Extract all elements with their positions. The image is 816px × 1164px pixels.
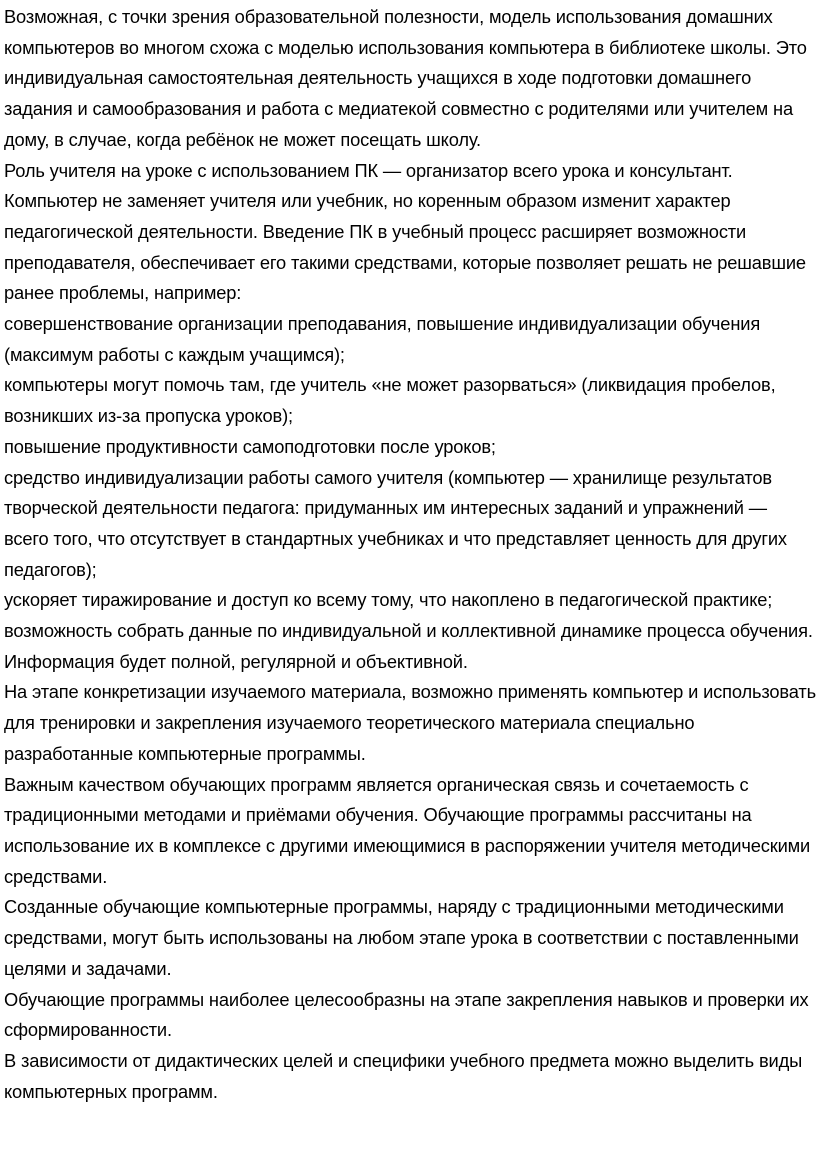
paragraph-concretization: На этапе конкретизации изучаемого материала, возможно применять компьютер и использовать для тренировки и закрепления изучаемого теоретического материала специально разработанные компьютерные программы.	[4, 681, 816, 764]
paragraph-program-types: В зависимости от дидактических целей и специфики учебного предмета можно выделить виды компьютерных программ.	[4, 1049, 803, 1102]
paragraph-consolidation: Обучающие программы наиболее целесообразны на этапе закрепления навыков и проверки их сформированности.	[4, 988, 809, 1041]
list-item-self-study: повышение продуктивности самоподготовки после уроков;	[4, 435, 496, 457]
list-item-replication: ускоряет тиражирование и доступ ко всему тому, что накоплено в педагогической практике;	[4, 589, 773, 611]
list-item-organization: совершенствование организации преподавания, повышение индивидуализации обучения (максимум работы с каждым учащимся);	[4, 313, 761, 365]
list-item-teacher-storage: средство индивидуализации работы самого учителя (компьютер — хранилище результатов творческой деятельности педагога: придуманных им интересных заданий и упражнений — всего того, что отсутствует в стандартных учебниках и что представляет ценность для других педагогов);	[4, 466, 787, 580]
paragraph-teacher-role: Роль учителя на уроке с использованием ПК — организатор всего урока и консультант. Компьютер не заменяет учителя или учебник, но коренным образом изменит характер педагогической деятельности. Введение ПК в учебный процесс расширяет возможности преподавателя, обеспечивает его такими средствами, которые позволяет решать не решавшие ранее проблемы, например:	[4, 159, 806, 304]
paragraph-created-programs: Созданные обучающие компьютерные программы, наряду с традиционными методическими средствами, могут быть использованы на любом этапе урока в соответствии с поставленными целями и задачами.	[4, 896, 799, 979]
list-item-gaps: компьютеры могут помочь там, где учитель «не может разорваться» (ликвидация пробелов, возникших из-за пропуска уроков);	[4, 374, 776, 427]
paragraph-quality: Важным качеством обучающих программ является органическая связь и сочетаемость с традиционными методами и приёмами обучения. Обучающие программы рассчитаны на использование их в комплексе с другими имеющимися в распоряжении учителя методическими средствами.	[4, 773, 811, 887]
list-item-data-collection: возможность собрать данные по индивидуальной и коллективной динамике процесса обучения. Информация будет полной, регулярной и объективной.	[4, 620, 813, 672]
paragraph-home-computers: Возможная, с точки зрения образовательной полезности, модель использования домашних компьютеров во многом схожа с моделью использования компьютера в библиотеке школы. Это индивидуальная самостоятельная деятельность учащихся в ходе подготовки домашнего задания и самообразования и работа с медиатекой совместно с родителями или учителем на дому, в случае, когда ребёнок не может посещать школу.	[4, 6, 807, 150]
